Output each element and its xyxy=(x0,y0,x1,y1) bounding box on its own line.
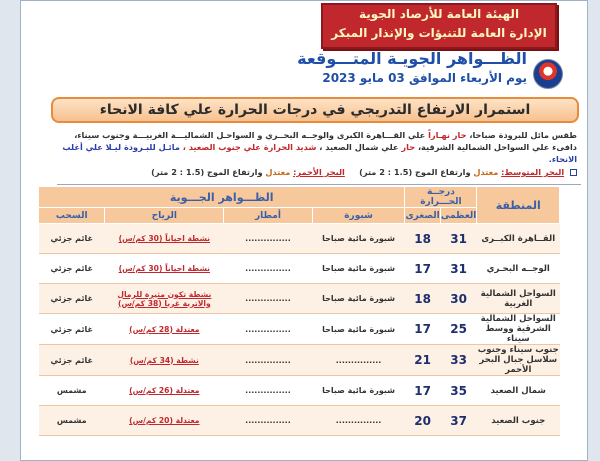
max-temp-cell: 25 xyxy=(440,314,477,345)
page-title: الظـــواهر الجويـة المتـــوقعة xyxy=(297,49,527,68)
table-row xyxy=(39,376,560,406)
headline-box xyxy=(51,97,579,123)
wind-cell: نشطة احياناً (30 كم/س) xyxy=(105,224,224,254)
clouds-cell: غائم جزئي xyxy=(39,284,105,314)
table-row xyxy=(39,314,560,345)
forecast-description xyxy=(57,129,577,165)
desc-part: طقس مائل للبرودة صباحا، xyxy=(469,130,577,140)
max-temp-header: العظمى xyxy=(440,208,477,224)
wind-cell: معتدلة (28 كم/س) xyxy=(105,314,224,345)
rain-cell: ............... xyxy=(224,376,313,406)
red-sea-state: معتدل xyxy=(265,167,291,177)
table-row xyxy=(39,224,560,254)
table-row xyxy=(39,254,560,284)
max-temp-cell: 31 xyxy=(440,224,477,254)
forecast-table xyxy=(38,186,560,436)
wind-header: الرياح xyxy=(105,208,224,224)
fog-cell: شبورة مائية صباحا xyxy=(312,314,405,345)
min-temp-cell: 18 xyxy=(405,284,440,314)
region-cell: السواحل الشمالية الشرقية ووسط سيناء xyxy=(477,314,560,345)
rain-cell: ............... xyxy=(224,284,313,314)
rain-cell: ............... xyxy=(224,224,313,254)
region-cell: جنوب سيناء وجنوب سلاسل جبال البحر الأحمر xyxy=(477,345,559,375)
max-temp-cell: 33 xyxy=(440,345,477,376)
temperature-header: درجــة الحـــرارة xyxy=(405,187,477,208)
min-temp-cell: 18 xyxy=(405,224,440,254)
authority-name: الهيئة العامة للأرصاد الجوية xyxy=(358,7,520,21)
rain-cell: ............... xyxy=(224,406,313,436)
desc-hot: حار xyxy=(401,142,416,152)
desc-hot-day: حار نهـاراً xyxy=(428,130,467,140)
region-cell: الوجــه البحـري xyxy=(477,254,560,284)
fog-cell: ............... xyxy=(312,406,405,436)
desc-very-hot: شديد الحرارة علي جنوب الصعيد ، xyxy=(182,142,317,152)
divider xyxy=(57,184,581,185)
region-cell: السواحل الشمالية الغربية xyxy=(477,284,560,314)
min-temp-cell: 20 xyxy=(405,406,440,436)
rain-cell: ............... xyxy=(224,345,313,376)
clouds-cell: غائم جزئي xyxy=(39,254,105,284)
fog-cell: ............... xyxy=(312,345,405,376)
min-temp-cell: 17 xyxy=(405,314,440,345)
forecast-date: يوم الأربعاء الموافق 03 مايو 2023 xyxy=(322,71,527,85)
wind-cell: نشطة احياناً (30 كم/س) xyxy=(105,254,224,284)
rain-header: أمطار xyxy=(224,208,313,224)
desc-cool-night: مائـل للبـرودة ليـلا علي أغلب الانحاء. xyxy=(62,142,577,164)
clouds-cell: غائم جزئي xyxy=(39,314,105,345)
wind-cell: معتدلة (20 كم/س) xyxy=(105,406,224,436)
table-row xyxy=(39,345,560,376)
wind-cell: نشطة (34 كم/س) xyxy=(105,345,224,376)
min-temp-cell: 17 xyxy=(405,376,440,406)
department-name: الإدارة العامة للتنبؤات والإنذار المبكر xyxy=(331,26,547,40)
sea-state xyxy=(57,167,577,178)
mediterranean-waves: وارتفاع الموج (1.5 : 2 متر) xyxy=(359,167,471,177)
fog-cell: شبورة مائية صباحا xyxy=(312,224,405,254)
region-cell: شمال الصعيد xyxy=(477,376,560,406)
red-sea-label: البحر الأحمر: xyxy=(293,167,345,177)
wind-cell: معتدلة (26 كم/س) xyxy=(105,376,224,406)
max-temp-cell: 31 xyxy=(440,254,477,284)
min-temp-header: الصغرى xyxy=(405,208,440,224)
red-sea-waves: وارتفاع الموج (1.5 : 2 متر) xyxy=(151,167,263,177)
phenomena-header: الظـــواهر الجـــوية xyxy=(39,187,405,208)
region-cell: القــاهرة الكبــرى xyxy=(477,224,560,254)
authority-banner xyxy=(321,3,557,49)
clouds-cell: غائم جزئي xyxy=(39,345,105,376)
fog-header: شبورة xyxy=(312,208,405,224)
desc-part: دافىء علي السواحل الشمالية الشرقية، xyxy=(417,142,577,152)
max-temp-cell: 37 xyxy=(440,406,477,436)
meteorological-authority-logo-icon xyxy=(533,59,563,89)
desc-part: علي القـــاهرة الكبرى والوجــه البحــري و السواحـل الشماليـــة الغربيـــة وجنوب سيناء، xyxy=(74,130,426,140)
min-temp-cell: 21 xyxy=(405,345,440,376)
desc-part: علي شمال الصعيد ، xyxy=(319,142,399,152)
table-row xyxy=(39,284,560,314)
clouds-header: السحب xyxy=(39,208,105,224)
mediterranean-state: معتدل xyxy=(473,167,499,177)
region-cell: جنوب الصعيد xyxy=(477,406,560,436)
checkbox-bullet-icon xyxy=(570,169,577,176)
max-temp-cell: 30 xyxy=(440,284,477,314)
wind-cell: نشطة تكون مثيرة للرمال والاتربة غربا (38 كم/س) xyxy=(105,284,224,314)
headline-text: استمرار الارتفاع التدريجي في درجات الحرارة علي كافة الانحاء xyxy=(99,102,531,118)
rain-cell: ............... xyxy=(224,254,313,284)
max-temp-cell: 35 xyxy=(440,376,477,406)
mediterranean-label: البحر المتوسط: xyxy=(501,167,565,177)
region-header: المنطقة xyxy=(477,187,560,224)
clouds-cell: مشمس xyxy=(39,406,105,436)
min-temp-cell: 17 xyxy=(405,254,440,284)
table-row xyxy=(39,406,560,436)
clouds-cell: مشمس xyxy=(39,376,105,406)
fog-cell: شبورة مائية صباحا xyxy=(312,376,405,406)
clouds-cell: غائم جزئي xyxy=(39,224,105,254)
rain-cell: ............... xyxy=(224,314,313,345)
fog-cell: شبورة مائية صباحا xyxy=(312,254,405,284)
fog-cell: شبورة مائية صباحا xyxy=(312,284,405,314)
